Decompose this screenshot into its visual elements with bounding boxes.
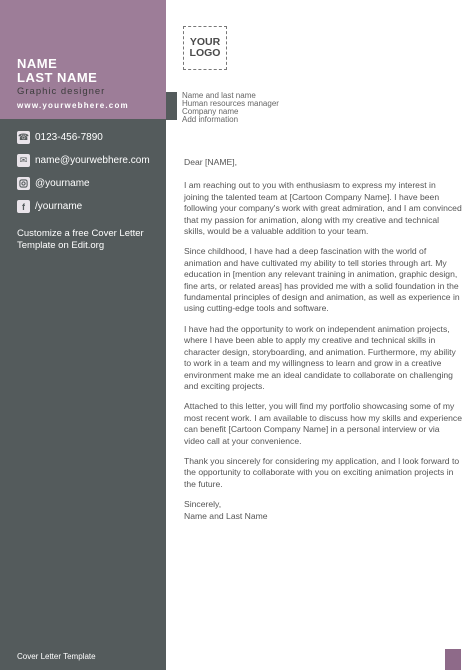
logo-placeholder [183, 26, 227, 70]
recipient-company: Company name [182, 107, 239, 116]
contact-facebook[interactable] [17, 200, 82, 213]
contact-email[interactable] [17, 154, 150, 167]
instagram-icon [17, 177, 30, 190]
letter-paragraph-2: Since childhood, I have had a deep fascination with the world of animation and have cultivated my ability to tell stories through art. My education in [mention any relevant training in animation, graphic design, fine arts, or related areas] has provided me with a solid foundation in the fundamental principles of design and animation, as well as experience in using cutting-edge tools and software. [184, 246, 460, 314]
phone-icon: ☎ [17, 132, 30, 142]
facebook-text: /yourname [35, 201, 83, 212]
letter-signature: Name and Last Name [184, 510, 268, 521]
contact-instagram[interactable] [17, 177, 90, 190]
email-icon: ✉ [17, 154, 30, 167]
letter-body [184, 157, 462, 531]
accent-bar [166, 92, 177, 120]
letter-paragraph-1: I am reaching out to you with enthusiasm to express my interest in joining the talented team at [Cartoon Company Name]. I have been following your company's work with great admiration, and I am convinced that my passion for animation, along with my creative and technical skills, would be a valuable addition to your team. [184, 180, 462, 237]
name-line2: LAST NAME [17, 70, 98, 85]
letter-greeting: Dear [NAME], [184, 157, 238, 167]
instagram-text: @yourname [35, 178, 90, 189]
applicant-name [17, 57, 162, 85]
footer-label: Cover Letter Template [17, 652, 96, 661]
facebook-icon: f [17, 200, 30, 213]
recipient-title: Human resources manager [182, 99, 279, 108]
corner-accent [445, 649, 461, 670]
recipient-name: Name and last name [182, 91, 256, 100]
applicant-role: Graphic designer [17, 86, 106, 97]
recipient-address: Add information [182, 115, 239, 124]
logo-line2: LOGO [189, 47, 221, 59]
website-link[interactable]: www.yourwebhere.com [17, 101, 129, 110]
name-line1: NAME [17, 56, 58, 71]
letter-paragraph-3: I have had the opportunity to work on independent animation projects, where I have been able to apply my creative and technical skills in character design, storyboarding, and animation. Furthermore, my ability to work in a team and my willingness to learn and grow in a creative environment make me an ideal candidate to collaborate on challenging and exciting projects. [184, 323, 456, 391]
letter-paragraph-4: Attached to this letter, you will find my portfolio showcasing some of my most recent work. I am available to discuss how my skills and experience can benefit [Cartoon Company Name] in a personal interview or via video call at your convenience. [184, 401, 462, 446]
email-text: name@yourwebhere.com [35, 155, 150, 166]
logo-line1: YOUR [189, 36, 221, 48]
letter-closing: Sincerely, [184, 499, 222, 510]
phone-text: 0123-456-7890 [35, 132, 103, 143]
letter-paragraph-5: Thank you sincerely for considering my application, and I look forward to the opportunity to collaborate with you on exciting animation projects in the future. [184, 455, 460, 489]
contact-phone [17, 131, 103, 144]
promo-text: Customize a free Cover Letter Template on Edit.org [17, 228, 144, 251]
recipient-block [182, 92, 279, 124]
